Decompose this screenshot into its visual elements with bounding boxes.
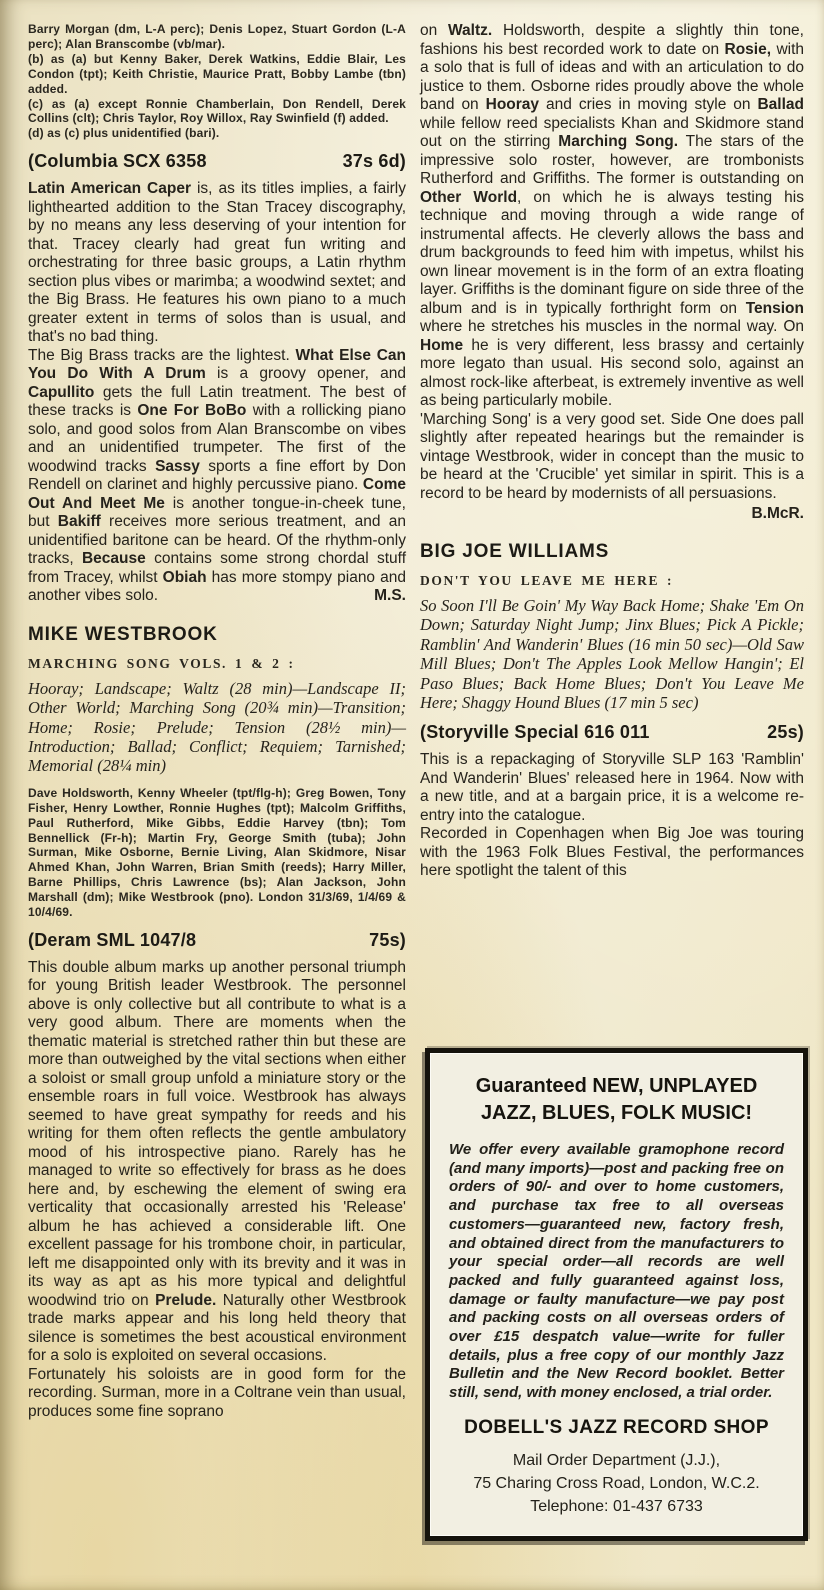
ad-address: Mail Order Department (J.J.), [512,1451,721,1469]
personnel-note: (d) as (c) plus unidentified (bari). [28,126,220,141]
ad-address: 75 Charing Cross Road, London, W.C.2. [473,1474,760,1492]
catalogue-number: (Deram SML 1047/8 [28,929,197,950]
track-listing: Hooray; Landscape; Waltz (28 min)—Landscape II; Other World; Marching Song (20¾ min)—Transition; Home; Rosie; Prelude; Tension (28½ min)—Introduction; Ballad; Conflict; Requiem; Tarnished; Memorial (28¼ min) [28,678,406,776]
right-column [420,22,805,1515]
reviewer-initials: B.McR. [751,505,804,522]
review-paragraph: on Waltz. Holdsworth, despite a slightly thin tone, fashions his best recorded work to date on Rosie, with a solo that is full of ideas and with an articulation to do justice to them. Osborne rides proudly above the whole band on Hooray and cries in moving style on Ballad while fellow reed specialists Khan and Skidmore stand out on the stirring Marching Song. The stars of the impressive solo roster, however, are trombonists Rutherford and Griffiths. The former is outstanding on Other World, on which he is always testing his technique and moving through a wide range of instrumental affects. He cleverly allows the bass and drum backgrounds to feed him with impetus, whilst his own linear movement is in the form of an extra floating layer. Griffiths is the dominant figure on side three of the album and is in typically forthright form on Tension where he stretches his muscles in the normal way. On Home he is very different, less brassy and certainly more legato than usual. His second solo, against an almost rock-like afterbeat, is extremely inventive as well as being particularly mobile. [420,22,805,409]
album-title: MARCHING SONG VOLS. 1 & 2 : [28,655,295,671]
personnel-note: Dave Holdsworth, Kenny Wheeler (tpt/flg-h); Greg Bowen, Tony Fisher, Henry Lowther, Ronnie Hughes (tpt); Malcolm Griffiths, Paul Rutherford, Mike Gibbs, Eddie Harvey (tbn); Tom Bennellick (Fr-h); Martin Fry, George Smith (tuba); John Surman, Mike Osborne, Bernie Living, Alan Skidmore, Nisar Ahmed Khan, John Warren, Brian Smith (reeds); Harry Miller, Barne Phillips, Chris Lawrence (bs); Alan Jackson, John Marshall (dm); Mike Westbrook (pno). London 31/3/69, 1/4/69 & 10/4/69. [28,785,406,920]
personnel-note: Barry Morgan (dm, L-A perc); Denis Lopez, Stuart Gordon (L-A perc); Alan Branscombe (vb/mar). [28,22,406,51]
artist-heading: MIKE WESTBROOK [28,623,218,645]
artist-heading: BIG JOE WILLIAMS [420,541,610,562]
record-label-deram [28,930,406,951]
personnel-note: (b) as (a) but Kenny Baker, Derek Watkins, Eddie Blair, Les Condon (tpt); Keith Christie, Maurice Pratt, Bobby Lambe (tbn) added. [28,51,406,96]
record-price: 75s) [369,929,406,950]
catalogue-number: (Storyville Special 616 011 [420,722,650,743]
ad-title-line: JAZZ, BLUES, FOLK MUSIC! [480,1102,753,1124]
catalogue-number: (Columbia SCX 6358 [28,151,207,172]
review-paragraph: Recorded in Copenhagen when Big Joe was touring with the 1963 Folk Blues Festival, the performances here spotlight the talent of this [420,825,804,880]
ad-title [449,1073,784,1127]
left-column [28,22,406,1421]
personnel-note: (c) as (a) except Ronnie Chamberlain, Don Rendell, Derek Collins (clt); Chris Taylor, Roy Willox, Ray Swinfield (f) added. [28,96,406,126]
review-paragraph: This is a repackaging of Storyville SLP 163 'Ramblin' And Wanderin' Blues' released here in 1964. Now with a new title, and at a bargain price, it is a welcome re-entry into the catalogue. [420,751,804,824]
ad-shop-name: DOBELL'S JAZZ RECORD SHOP [464,1416,769,1438]
review-paragraph: This double album marks up another personal triumph for young British leader Westbrook. The personnel above is only collective but all contribute to what is a very good album. There are moments when the thematic material is stretched rather thin but these are more than outweighed by the vital sections when either a soloist or small group unfold a miniature story or the ensemble roars in full voice. Westbrook has always seemed to have great sympathy for reeds and his writing for them often reflects the gentle ambulatory mood of his introspective piano. Rarely has he managed to write so effectively for brass as he does here and, by eschewing the element of swing era verticality that occasionally arrested his 'Release' album he has achieved a considerable lift. One excellent passage for his trombone choir, in particular, left me disappointed only with its brevity and it was in its way as apt as his more typical and delightful woodwind trio on Prelude. Naturally other Westbrook trade marks appear and his long held theory that silence is sometimes the best acoustical environment for a solo is exploited on several occasions. [28,958,406,1365]
review-paragraph: 'Marching Song' is a very good set. Side One does pall slightly after repeated hearings but the remainder is vintage Westbrook, wider in concept than the music to be heard at the 'Crucible' yet similar in spirit. This is a record to be heard by modernists of all persuasions. [420,410,804,502]
record-label-storyville [420,722,804,743]
ad-phone: Telephone: 01-437 6733 [530,1497,703,1515]
track-listing: So Soon I'll Be Goin' My Way Back Home; Shake 'Em On Down; Saturday Night Jump; Jinx Blues; Pick A Pickle; Ramblin' And Wanderin' Blues (16 min 50 sec)—Old Saw Mill Blues; Don't The Apples Look Mellow Hangin'; El Paso Blues; Back Home Blues; Don't You Leave Me Here; Shaggy Hound Blues (17 min 5 sec) [420,596,804,713]
record-price: 37s 6d) [342,151,406,172]
album-title: DON'T YOU LEAVE ME HERE : [420,573,674,588]
review-paragraph [28,347,406,606]
record-label-columbia [28,151,406,172]
ad-body: We offer every available gramophone record (and many imports)—post and packing free on orders of 90/- and over to home customers, and purchase tax free to all overseas customers—guaranteed new, factory fresh, and obtained direct from the manufacturers to your special order—all records are well packed and fully guaranteed against loss, damage or faulty manufacture—we pay post and packing costs on all overseas orders of over £15 despatch value—write for fuller details, plus a free copy of our monthly Jazz Bulletin and the New Record booklet. Better still, send, with money enclosed, a trial order. [449,1141,784,1402]
reviewer-initials: M.S. [374,587,406,605]
review-text: The Big Brass tracks are the lightest. What Else Can You Do With A Drum is a groovy opener, and Capullito gets the full Latin treatment. The best of these tracks is One For BoBo with a rollicking piano solo, and good solos from Alan Branscombe on vibes and an unidentified trumpeter. The first of the woodwind tracks Sassy sports a fine effort by Don Rendell on clarinet and highly percussive piano. Come Out And Meet Me is another tongue-in-cheek tune, but Bakiff receives more serious treatment, and an unidentified baritone can be heard. Of the rhythm-only tracks, Because contains some strong chordal stuff from Tracey, whilst Obiah has more stompy piano and another vibes solo. [28,346,406,605]
review-paragraph: Latin American Caper is, as its titles implies, a fairly lighthearted addition to the Stan Tracey discography, by no means any less deserving of your intention for that. Tracey clearly had great fun writing and orchestrating for three basic groups, a Latin rhythm section plus vibes or marimba; a woodwind sextet; and the Big Brass. He features his own piano to a much greater extent in terms of solos than is usual, and that's no bad thing. [28,180,406,346]
record-price: 25s) [767,722,804,743]
review-paragraph: Fortunately his soloists are in good form for the recording. Surman, more in a Coltrane vein than usual, produces some fine soprano [28,1365,406,1420]
advertisement [425,1048,808,1541]
ad-title-line: Guaranteed NEW, UNPLAYED [475,1075,758,1097]
